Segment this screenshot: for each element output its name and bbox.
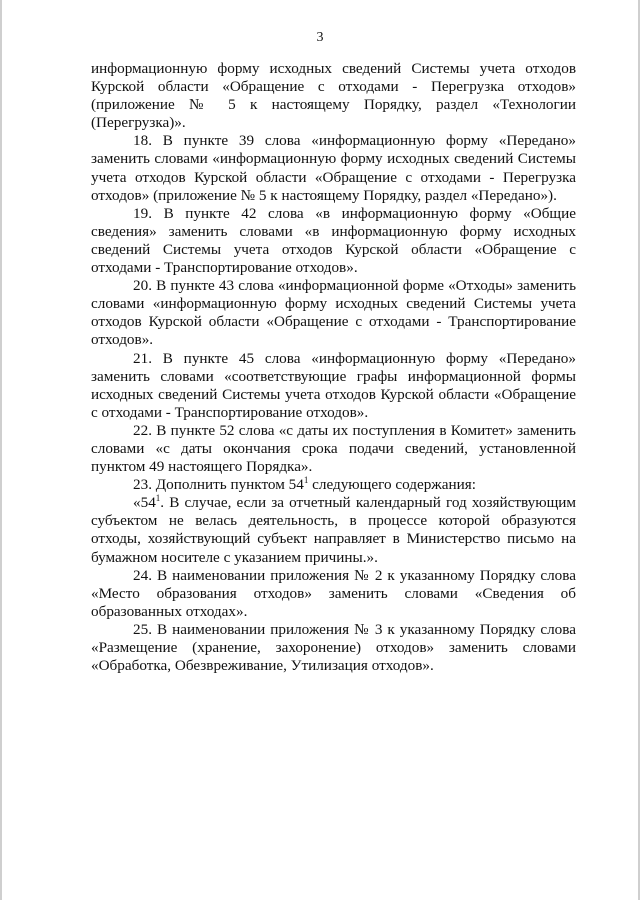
paragraph-item-20: 20. В пункте 43 слова «информационной форме «Отходы» заменить словами «информационную форму исходных сведений Системы учета отходов Курской области «Обращение с отходами - Транспортирование отходов». <box>91 277 576 349</box>
paragraph-item-23 <box>91 476 576 494</box>
scan-edge-left <box>0 0 2 900</box>
paragraph-continuation: информационную форму исходных сведений Системы учета отходов Курской области «Обращение с отходами - Перегрузка отходов» (приложение № 5 к настоящему Порядку, раздел «Технологии (Перегрузка)». <box>91 60 576 132</box>
paragraph-quote-54-1 <box>91 494 576 566</box>
paragraph-item-25: 25. В наименовании приложения № 3 к указанному Порядку слова «Размещение (хранение, захоронение) отходов» заменить словами «Обработка, Обезвреживание, Утилизация отходов». <box>91 620 576 675</box>
paragraph-item-18: 18. В пункте 39 слова «информационную форму «Передано» заменить словами «информационную форму исходных сведений Системы учета отходов Курской области «Обращение с отходами - Перегрузка отходов» (приложение № 5 к настоящему Порядку, раздел «Передано»). <box>91 132 576 204</box>
paragraph-item-21: 21. В пункте 45 слова «информационную форму «Передано» заменить словами «соответствующие графы информационной формы исходных сведений Системы учета отходов Курской области «Обращение с отходами - Транспортирование отходов». <box>91 349 576 421</box>
paragraph-item-22: 22. В пункте 52 слова «с даты их поступления в Комитет» заменить словами «с даты окончания срока подачи сведений, установленной пунктом 49 настоящего Порядка». <box>91 421 576 476</box>
paragraph-item-24: 24. В наименовании приложения № 2 к указанному Порядку слова «Место образования отходов» заменить словами «Сведения об образованных отходах». <box>91 566 576 620</box>
paragraph-item-19: 19. В пункте 42 слова «в информационную форму «Общие сведения» заменить словами «в информационную форму исходных сведений Системы учета отходов Курской области «Обращение с отходами - Транспортирование отходов». <box>91 204 576 277</box>
paragraph-item-23-text: 23. Дополнить пунктом 54 <box>133 476 304 494</box>
paragraph-item-23-text-end: следующего содержания: <box>308 476 476 494</box>
superscript-index: 1 <box>155 493 161 504</box>
page-number: 3 <box>316 30 324 45</box>
paragraph-quote-text-end: . В случае, если за отчетный календарный год хозяйствующим субъектом не велась деятельность, в процессе которой образуются отходы, хозяйствующий субъект направляет в Министерство письмо на бумажном носителе с указанием причины.». <box>91 494 576 566</box>
superscript-index: 1 <box>303 475 309 486</box>
paragraph-quote-text: «54 <box>133 494 156 512</box>
document-body <box>91 60 576 675</box>
